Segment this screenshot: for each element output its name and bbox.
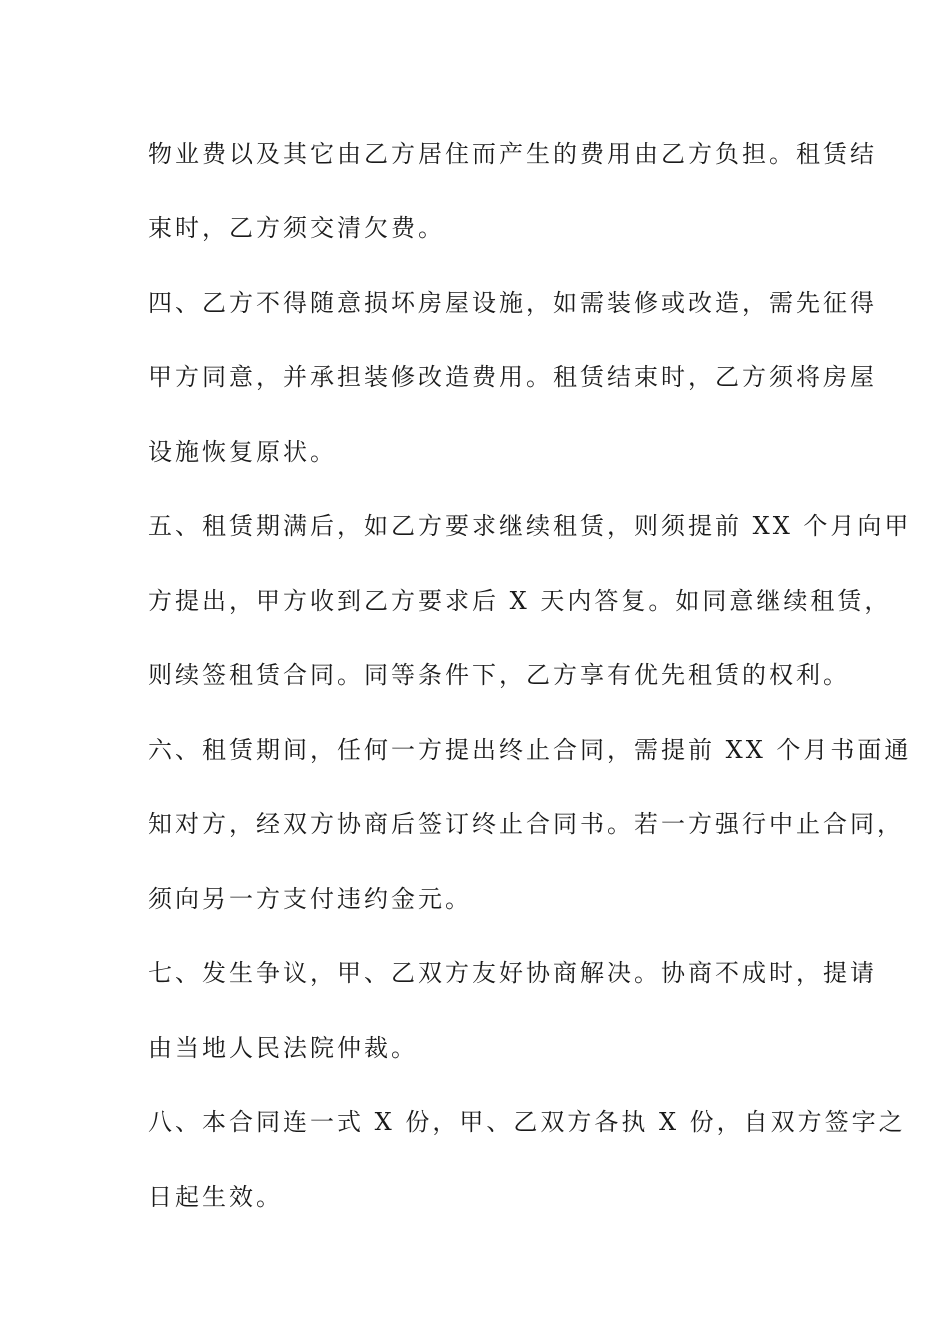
clause-4-line-2: 甲方同意，并承担装修改造费用。租赁结束时，乙方须将房屋 — [148, 363, 877, 391]
clause-6-line-1: 六、租赁期间，任何一方提出终止合同，需提前 XX 个月书面通 — [148, 736, 912, 764]
clause-8-line-2: 日起生效。 — [148, 1183, 283, 1211]
clause-6-line-2: 知对方，经双方协商后签订终止合同书。若一方强行中止合同， — [148, 810, 904, 838]
clause-7-line-2: 由当地人民法院仲裁。 — [148, 1034, 418, 1062]
clause-5-line-1: 五、租赁期满后，如乙方要求继续租赁，则须提前 XX 个月向甲 — [148, 512, 912, 540]
clause-8-line-1: 八、本合同连一式 X 份，甲、乙双方各执 X 份，自双方签字之 — [148, 1108, 906, 1136]
clause-6-line-3: 须向另一方支付违约金元。 — [148, 885, 472, 913]
clause-3-line-1: 物业费以及其它由乙方居住而产生的费用由乙方负担。租赁结 — [148, 140, 877, 168]
clause-5-line-2: 方提出，甲方收到乙方要求后 X 天内答复。如同意继续租赁， — [148, 587, 892, 615]
clause-5-line-3: 则续签租赁合同。同等条件下，乙方享有优先租赁的权利。 — [148, 661, 850, 689]
clause-4-line-1: 四、乙方不得随意损坏房屋设施，如需装修或改造，需先征得 — [148, 289, 877, 317]
clause-3-line-2: 束时，乙方须交清欠费。 — [148, 214, 445, 242]
clause-7-line-1: 七、发生争议，甲、乙双方友好协商解决。协商不成时，提请 — [148, 959, 877, 987]
clause-4-line-3: 设施恢复原状。 — [148, 438, 337, 466]
